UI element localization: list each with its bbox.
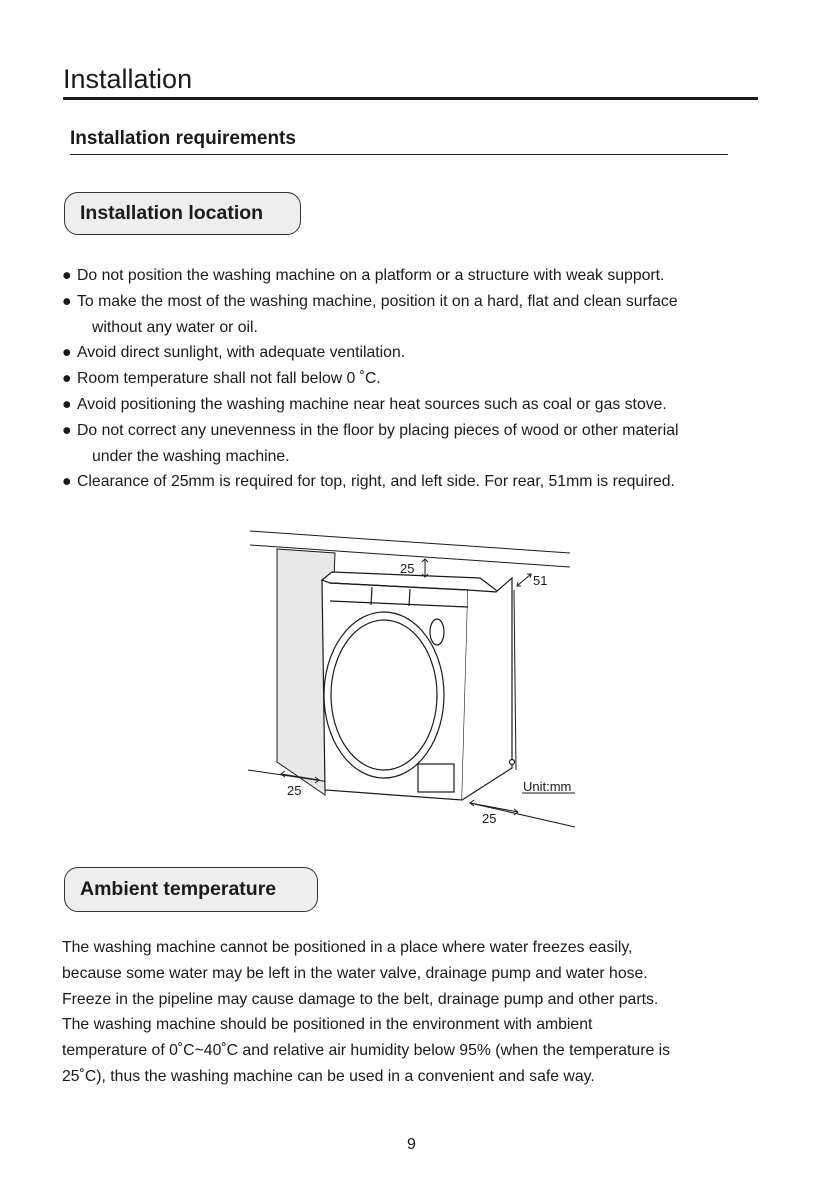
title-divider: [63, 97, 758, 100]
bullet-item: [62, 392, 777, 418]
bullet-icon: ●: [62, 421, 72, 439]
bullet-icon: ●: [62, 344, 72, 362]
rear-clearance-label: 51: [533, 573, 548, 588]
section-heading: Installation requirements: [70, 128, 296, 149]
bullet-item: [62, 263, 777, 289]
bullet-text: Clearance of 25mm is required for top, right, and left side. For rear, 51mm is required.: [77, 473, 675, 491]
installation-location-heading: Installation location: [64, 192, 301, 235]
location-bullet-list: [62, 263, 777, 495]
page-title: Installation: [63, 64, 193, 94]
left-clearance-label: 25: [287, 783, 302, 798]
bullet-icon: ●: [62, 473, 72, 491]
bullet-item: [62, 418, 777, 470]
section-divider: [70, 154, 728, 155]
bullet-icon: ●: [62, 267, 72, 284]
ambient-temperature-paragraph: The washing machine cannot be positioned in a place where water freezes easily, because some water may be left in the water valve, drainage pump and water hose. Freeze in the pipeline may cause damage to the belt, drainage pump and other parts. The washing machine should be positioned in the environment with ambient temperature of 0˚C~40˚C and relative air humidity below 95% (when the temperature is 25˚C), thus the washing machine can be used in a convenient and safe way.: [62, 939, 671, 1085]
bullet-text: Avoid positioning the washing machine near heat sources such as coal or gas stove.: [77, 395, 667, 413]
bullet-text: Do not correct any unevenness in the floor by placing pieces of wood or other material: [77, 421, 679, 439]
bullet-icon: ●: [62, 370, 72, 388]
bullet-text: To make the most of the washing machine, position it on a hard, flat and clean surface: [77, 292, 678, 310]
washing-machine-icon: [322, 572, 515, 800]
page-number: 9: [407, 1136, 416, 1153]
bullet-text-continued: without any water or oil.: [92, 318, 258, 336]
top-clearance-label: 25: [400, 561, 415, 576]
bullet-item: [62, 340, 777, 366]
bullet-icon: ●: [62, 292, 72, 310]
ambient-temperature-heading: Ambient temperature: [64, 867, 318, 912]
bullet-text: Room temperature shall not fall below 0 ˚C.: [77, 370, 381, 388]
bullet-text: Avoid direct sunlight, with adequate ventilation.: [77, 344, 406, 362]
bullet-icon: ●: [62, 395, 72, 413]
clearance-diagram: [240, 520, 585, 835]
bullet-item: [62, 469, 777, 495]
right-clearance-label: 25: [482, 811, 497, 826]
bullet-item: [62, 289, 777, 341]
bullet-text: Do not position the washing machine on a platform or a structure with weak support.: [77, 267, 665, 284]
bullet-text-continued: under the washing machine.: [92, 447, 290, 465]
bullet-item: [62, 366, 777, 392]
unit-label: Unit:mm: [523, 779, 572, 794]
